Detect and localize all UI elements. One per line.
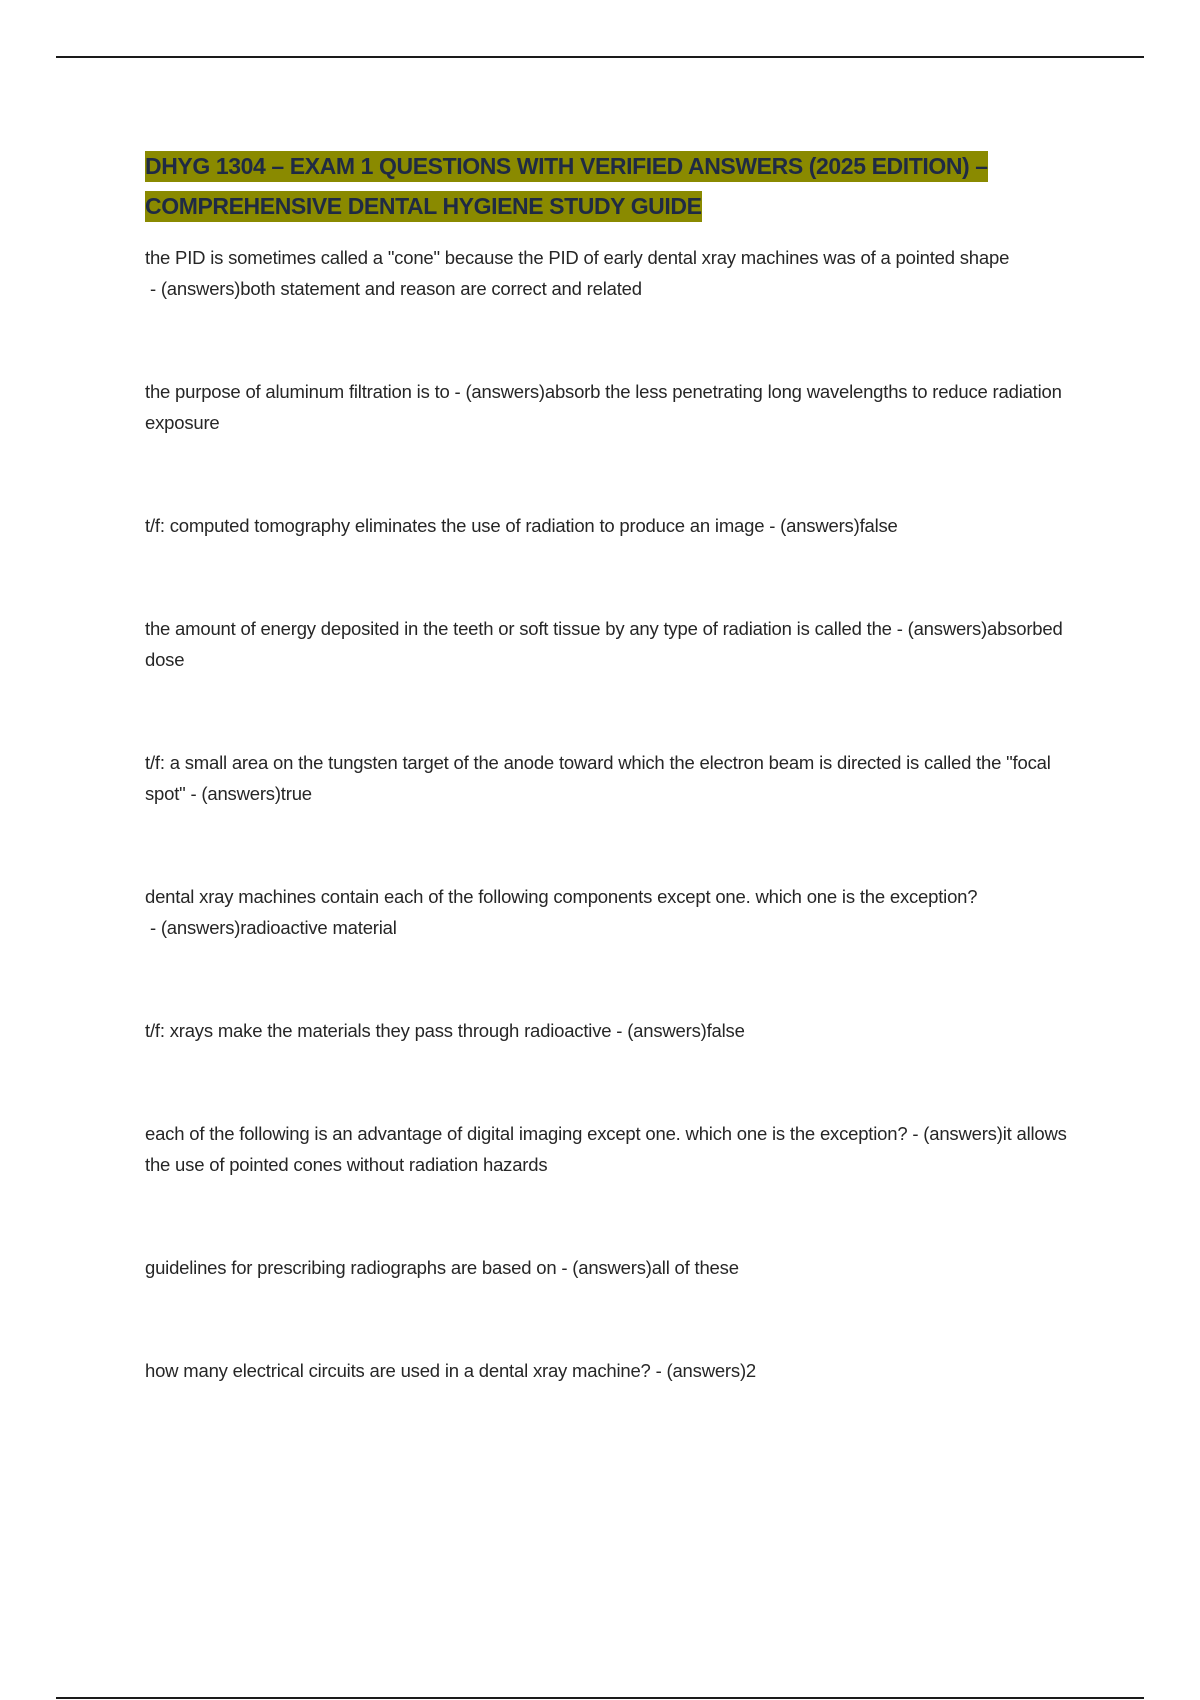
qa-item: the amount of energy deposited in the teeth or soft tissue by any type of radiation is called the - (answers)absorbed dose <box>145 618 1063 670</box>
question-text: the PID is sometimes called a "cone" because the PID of early dental xray machines was of a pointed shape <box>145 247 1010 268</box>
answer-text: (answers)absorbed dose <box>145 618 1063 670</box>
answer-text: (answers)absorb the less penetrating long wavelengths to reduce radiation exposure <box>145 381 1062 433</box>
qa-item: the purpose of aluminum filtration is to - (answers)absorb the less penetrating long wavelengths to reduce radiation exposure <box>145 381 1062 433</box>
question-text: t/f: a small area on the tungsten target of the anode toward which the electron beam is directed is called the "focal spot" <box>145 752 1051 804</box>
question-text: guidelines for prescribing radiographs are based on <box>145 1257 557 1278</box>
answer-text: (answers)false <box>627 1020 745 1041</box>
question-text: the purpose of aluminum filtration is to <box>145 381 450 402</box>
qa-item: the PID is sometimes called a "cone" because the PID of early dental xray machines was of a pointed shape - (answers)both statement and reason are correct and related <box>145 247 1010 299</box>
qa-item: t/f: xrays make the materials they pass through radioactive - (answers)false <box>145 1020 745 1041</box>
title-line-1: DHYG 1304 – EXAM 1 QUESTIONS WITH VERIFIED ANSWERS (2025 EDITION) – <box>145 151 988 182</box>
qa-item: each of the following is an advantage of digital imaging except one. which one is the exception? - (answers)it allows the use of pointed cones without radiation hazards <box>145 1123 1067 1175</box>
title-line-2: COMPREHENSIVE DENTAL HYGIENE STUDY GUIDE <box>145 191 702 222</box>
question-text: t/f: xrays make the materials they pass through radioactive <box>145 1020 612 1041</box>
answer-text: (answers)false <box>780 515 898 536</box>
question-text: dental xray machines contain each of the following components except one. which one is the exception? <box>145 886 978 907</box>
question-text: the amount of energy deposited in the teeth or soft tissue by any type of radiation is called the <box>145 618 892 639</box>
question-text: how many electrical circuits are used in a dental xray machine? <box>145 1360 651 1381</box>
qa-item: dental xray machines contain each of the following components except one. which one is the exception? - (answers)radioactive material <box>145 886 978 938</box>
question-text: each of the following is an advantage of digital imaging except one. which one is the exception? <box>145 1123 908 1144</box>
question-text: t/f: computed tomography eliminates the use of radiation to produce an image <box>145 515 765 536</box>
answer-text: (answers)true <box>201 783 312 804</box>
qa-item: t/f: computed tomography eliminates the use of radiation to produce an image - (answers)false <box>145 515 898 536</box>
top-rule <box>56 56 1144 58</box>
document-body <box>145 146 1095 1458</box>
qa-item: t/f: a small area on the tungsten target of the anode toward which the electron beam is directed is called the "focal spot" - (answers)true <box>145 752 1051 804</box>
document-title <box>145 146 1095 226</box>
bottom-rule <box>56 1697 1144 1699</box>
answer-text: (answers)it allows the use of pointed cones without radiation hazards <box>145 1123 1067 1175</box>
qa-list <box>145 242 1095 1386</box>
answer-text: (answers)radioactive material <box>160 917 397 938</box>
qa-item: how many electrical circuits are used in a dental xray machine? - (answers)2 <box>145 1360 756 1381</box>
answer-text: (answers)2 <box>666 1360 756 1381</box>
answer-text: (answers)all of these <box>572 1257 739 1278</box>
answer-text: (answers)both statement and reason are correct and related <box>160 278 642 299</box>
qa-item: guidelines for prescribing radiographs are based on - (answers)all of these <box>145 1257 739 1278</box>
